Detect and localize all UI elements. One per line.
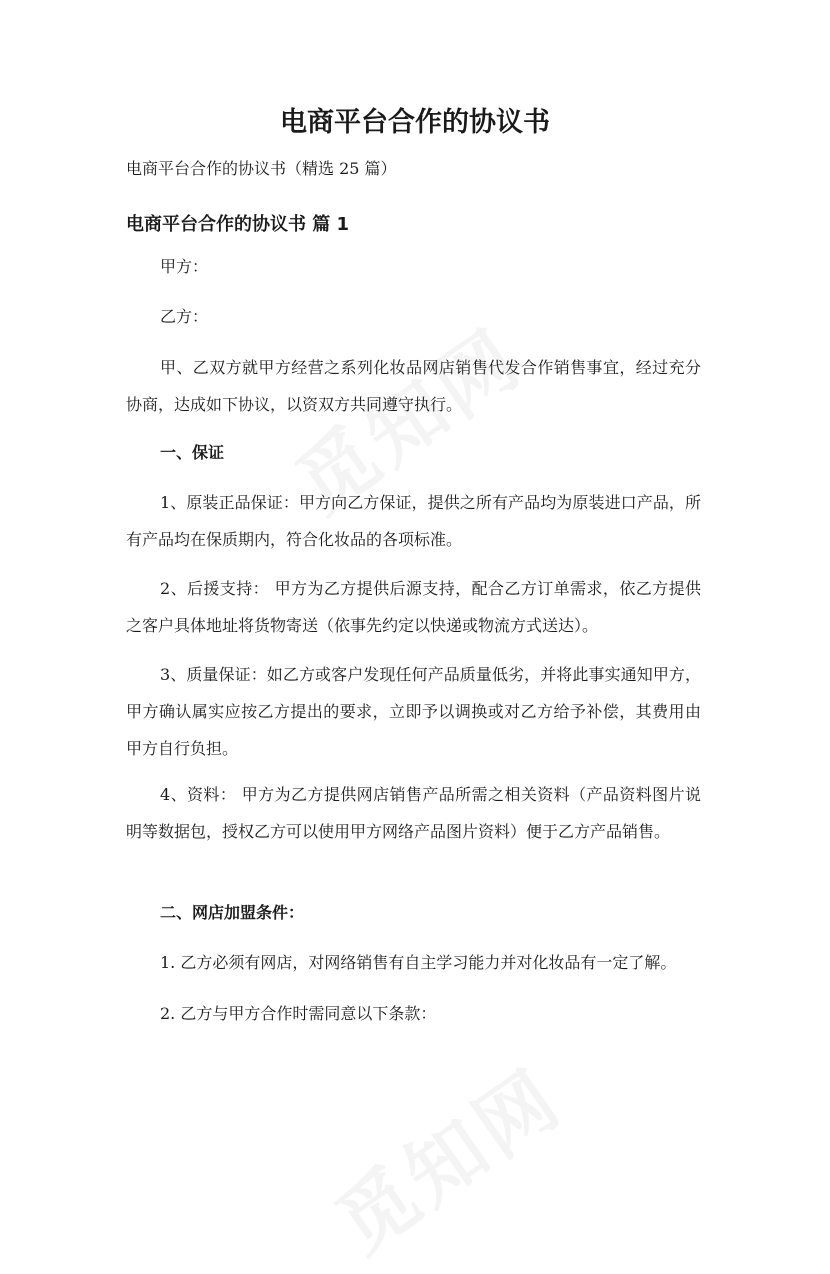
clause-original-guarantee: 1、原装正品保证：甲方向乙方保证，提供之所有产品均为原装进口产品，所有产品均在保质期内，符合化妆品的各项标准。 bbox=[126, 493, 701, 549]
clause-materials: 4、资料： 甲方为乙方提供网店销售产品所需之相关资料（产品资料图片说明等数据包，授权乙方可以使用甲方网络产品图片资料）便于乙方产品销售。 bbox=[126, 785, 701, 841]
clause-backup-support: 2、后援支持： 甲方为乙方提供后源支持，配合乙方订单需求，依乙方提供之客户具体地址将货物寄送（依事先约定以快递或物流方式送达）。 bbox=[126, 579, 701, 635]
document-title: 电商平台合作的协议书 bbox=[280, 107, 550, 138]
heading-guarantee: 一、保证 bbox=[160, 443, 225, 462]
heading-store-conditions: 二、网店加盟条件： bbox=[160, 903, 305, 922]
condition-2: 2. 乙方与甲方合作时需同意以下条款： bbox=[160, 1004, 437, 1023]
condition-1: 1. 乙方必须有网店，对网络销售有自主学习能力并对化妆品有一定了解。 bbox=[160, 953, 677, 972]
section-heading: 电商平台合作的协议书 篇 1 bbox=[126, 214, 350, 235]
intro-paragraph: 甲、乙双方就甲方经营之系列化妆品网店销售代发合作销售事宜，经过充分协商，达成如下协议，以资双方共同遵守执行。 bbox=[126, 358, 701, 414]
party-b-line: 乙方： bbox=[160, 307, 209, 326]
document-subtitle: 电商平台合作的协议书（精选 25 篇） bbox=[126, 159, 397, 178]
watermark bbox=[311, 1038, 582, 1274]
party-a-line: 甲方： bbox=[160, 257, 209, 276]
clause-quality-guarantee: 3、质量保证：如乙方或客户发现任何产品质量低劣，并将此事实通知甲方，甲方确认属实应按乙方提出的要求，立即予以调换或对乙方给予补偿，其费用由甲方自行负担。 bbox=[126, 665, 701, 758]
